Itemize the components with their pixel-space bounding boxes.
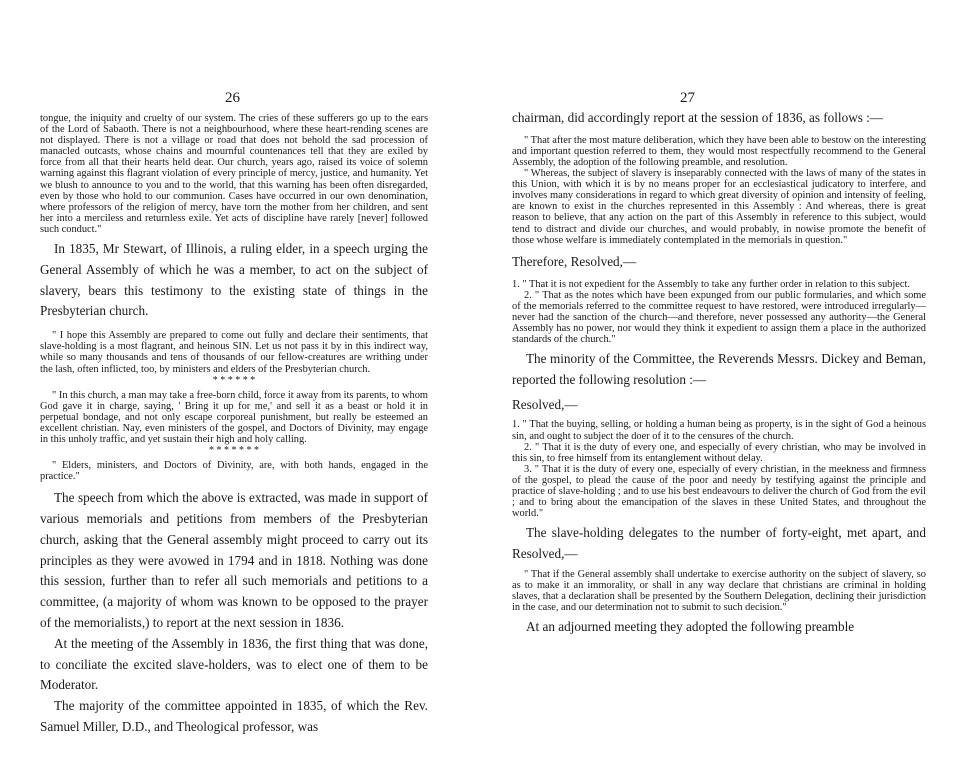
block-quote: " Elders, ministers, and Doctors of Divinity, are, with both hands, engaged in the practice." <box>40 460 428 483</box>
body-paragraph: The slave-holding delegates to the number of forty-eight, met apart, and Resolved,— <box>512 525 926 562</box>
heading-resolved: Resolved,— <box>512 396 578 412</box>
block-quote: " I hope this Assembly are prepared to come out fully and declare their sentiments, that slave-holding is a most flagrant, and heinous SIN. Let us not pass it by in this indirect way, while so many thousands and tens of thousands of our fellow-creatures are writhing under the lash, often inflicted, too, by ministers and elders of the Presbyterian church. <box>40 330 428 375</box>
block-quote: " Whereas, the subject of slavery is inseparably connected with the laws of many of the states in this Union, with which it is by no means proper for an ecclesiastical judicatory to interfere, and involves many considerations in regard to which great diversity of opinion and intensity of feeling, are known to exist in the churches represented in this Assembly : And whereas, there is great reason to believe, that any action on the part of this Assembly in reference to this subject, would tend to distract and divide our churches, and would probably, in nowise promote the benefit of those whose welfare is immediately contemplated in the memorials in question." <box>512 168 926 246</box>
resolution-item: 1. " That it is not expedient for the Assembly to take any further order in relation to this subject. <box>512 278 910 290</box>
block-quote: " That if the General assembly shall undertake to exercise authority on the subject of slavery, so as to make it an immorality, or shall in any way declare that christians are criminal in holding slaves, that a declaration shall be presented by the Southern Delegation, declining their jurisdiction in the case, and our determination not to submit to such decision." <box>512 568 926 614</box>
right-page <box>490 0 980 780</box>
resolution-item: 3. " That it is the duty of every one, especially of every christian, in the meekness and firmness of the gospel, to plead the cause of the poor and needy by testifying against the principle and practice of slave-holding ; and to use his best endeavours to deliver the church of God from the evil ; and to bring about the emancipation of the slaves in these United States, and throughout the world." <box>512 463 926 520</box>
body-paragraph: At the meeting of the Assembly in 1836, the first thing that was done, to conciliate the excited slave-holders, was to elect one of them to be Moderator. <box>40 635 428 693</box>
page-number: 26 <box>225 90 240 106</box>
body-paragraph: In 1835, Mr Stewart, of Illinois, a ruling elder, in a speech urging the General Assembly of which he was a member, to act on the subject of slavery, bears this testimony to the existing state of things in the Presbyterian church. <box>40 241 428 319</box>
left-text-column <box>40 113 428 738</box>
continued-quote-paragraph: tongue, the iniquity and cruelty of our system. The cries of these sufferers go up to the ears of the Lord of Sabaoth. There is not a neighbourhood, where these heart-rending scenes are not displayed. There is not a village or road that does not behold the sad procession of manacled outcasts, whose chains and mournful countenances tell that they are exiled by force from all that their hearts held dear. Our church, years ago, raised its voice of solemn warning against this flagrant violation of every principle of mercy, justice, and humanity. Yet we blush to announce to you and to the world, that this warning has been often disregarded, even by those who hold to our communion. Cases have occurred in our own denomination, where professors of the religion of mercy, have torn the mother from her children, and sent her into a merciless and returnless exile. Yet acts of discipline have rarely [never] followed such conduct." <box>40 113 428 235</box>
heading-resolved: Therefore, Resolved,— <box>512 253 637 269</box>
resolution-item: 2. " That it is the duty of every one, and especially of every christian, who may be involved in this sin, to free himself from its entanglement without delay. <box>512 441 926 464</box>
body-paragraph: At an adjourned meeting they adopted the following preamble <box>526 619 855 635</box>
body-paragraph: chairman, did accordingly report at the session of 1836, as follows :— <box>512 110 883 125</box>
page-number: 27 <box>680 90 695 106</box>
ellipsis-stars: * * * * * * * <box>209 445 259 457</box>
body-paragraph: The minority of the Committee, the Reverends Messrs. Dickey and Beman, reported the following resolution :— <box>512 351 926 387</box>
body-paragraph: The speech from which the above is extracted, was made in support of various memorials and petitions from members of the Presbyterian church, asking that the General assembly might proceed to carry out its principles as they were avowed in 1794 and in 1818. Nothing was done this session, further than to refer all such memorials and petitions to a committee, (a majority of whom was known to be opposed to the prayer of the memorialists,) to report at the next session in 1836. <box>40 490 428 631</box>
resolution-item: 1. " That the buying, selling, or holding a human being as property, is in the sight of God a heinous sin, and ought to subject the doer of it to the censures of the church. <box>512 419 926 442</box>
block-quote: " In this church, a man may take a free-born child, force it away from its parents, to whom God gave it in charge, saying, ' Bring it up for me,' and sell it as a beast or hold it in perpetual bondage, and not only escape corporeal punishment, but really be esteemed an excellent christian. Nay, even ministers of the gospel, and Doctors of Divinity, may engage in this unholy traffic, and yet sustain their high and holy calling. <box>40 389 428 445</box>
block-quote: " That after the most mature deliberation, which they have been able to bestow on the interesting and important question referred to them, they would most respectfully recommend to the General Assembly, the adoption of the following preamble, and resolution. <box>512 134 926 168</box>
body-paragraph: The majority of the committee appointed in 1835, of which the Rev. Samuel Miller, D.D., and Theological professor, was <box>40 698 428 735</box>
resolution-item: 2. " That as the notes which have been expunged from our public formularies, and which some of the memorials referred to the committee request to have restored, were introduced irregularly—never had the sanction of the church—and therefore, never possessed any authority—the General Assembly has no power, nor would they think it expedient to assign them a place in the authorized standards of the church." <box>512 289 926 345</box>
ellipsis-stars: * * * * * * <box>212 374 256 386</box>
right-text-column <box>512 108 926 638</box>
